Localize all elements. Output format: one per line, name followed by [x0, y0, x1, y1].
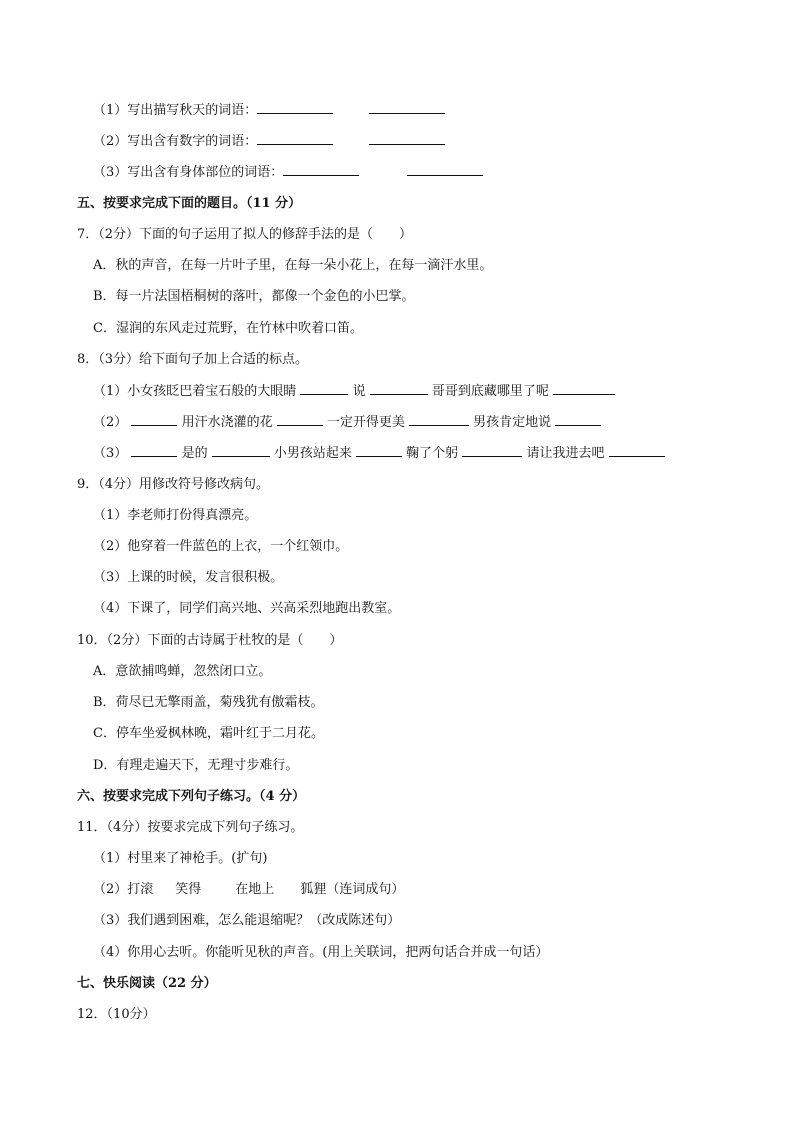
answer-blank[interactable]: [131, 444, 177, 457]
q8-row-2-text: （2）: [93, 415, 128, 430]
q7-option-c[interactable]: C．湿润的东风走过荒野，在竹林中吹着口笛。: [93, 321, 363, 336]
q8-row-1-text: （1）小女孩眨巴着宝石般的大眼睛: [93, 384, 297, 399]
q10-option-c[interactable]: C．停车坐爱枫林晚，霜叶红于二月花。: [93, 726, 324, 741]
answer-blank[interactable]: [257, 101, 333, 114]
q8-row-1: [93, 382, 615, 401]
q7-option-b[interactable]: B．每一片法国梧桐树的落叶，都像一个金色的小巴掌。: [93, 289, 415, 304]
q8-row-3-text: 请让我进去吧: [526, 446, 605, 461]
q8-row-2-text: 男孩肯定地说: [473, 415, 552, 430]
q10-option-d[interactable]: D．有理走遍天下，无理寸步难行。: [93, 758, 299, 773]
answer-blank[interactable]: [131, 413, 177, 426]
answer-blank[interactable]: [462, 444, 522, 457]
q9-sentence-4: （4）下课了，同学们高兴地、兴高采烈地跑出教室。: [93, 601, 401, 616]
word-task-number: [93, 132, 445, 151]
q8-row-2-text: 用汗水浇灌的花: [181, 415, 273, 430]
q9-sentence-1: （1）李老师打份得真漂亮。: [93, 508, 258, 523]
q11-sentence-3: （3）我们遇到困难，怎么能退缩呢？（改成陈述句）: [93, 913, 401, 928]
q8-row-2: [93, 413, 601, 432]
answer-blank[interactable]: [300, 382, 348, 395]
q8-row-2-text: 一定开得更美: [326, 415, 405, 430]
q12-stem: 12．（10分）: [77, 1007, 156, 1022]
q11-word: （2）打滚: [93, 882, 154, 897]
q8-row-1-text: 说: [352, 384, 366, 399]
q8-stem: 8．（3分）给下面句子加上合适的标点。: [77, 352, 309, 367]
q9-sentence-3: （3）上课的时候，发言很积极。: [93, 570, 284, 585]
q11-sentence-4: （4）你用心去听。你能听见秋的声音。(用上关联词，把两句话合并成一句话）: [93, 945, 549, 960]
word-task-autumn: [93, 101, 445, 120]
word-task-autumn-label: （1）写出描写秋天的词语：: [93, 103, 258, 118]
answer-blank[interactable]: [555, 413, 601, 426]
answer-blank[interactable]: [369, 132, 445, 145]
answer-blank[interactable]: [369, 101, 445, 114]
q8-row-1-text: 哥哥到底藏哪里了呢: [431, 384, 549, 399]
answer-blank[interactable]: [257, 132, 333, 145]
q8-row-3-text: 小男孩站起来: [273, 446, 352, 461]
answer-blank[interactable]: [277, 413, 323, 426]
q11-word: 在地上: [235, 882, 275, 897]
q9-stem: 9．（4分）用修改符号修改病句。: [77, 477, 270, 492]
q8-row-3-text: 是的: [181, 446, 208, 461]
q9-sentence-2: （2）他穿着一件蓝色的上衣，一个红领巾。: [93, 539, 349, 554]
section-5-title: 五、按要求完成下面的题目。（11 分）: [77, 196, 302, 211]
q10-option-b[interactable]: B．荷尽已无擎雨盖，菊残犹有傲霜枝。: [93, 695, 324, 710]
q8-row-3-text: 鞠了个躬: [406, 446, 459, 461]
q11-stem: 11．（4分）按要求完成下列句子练习。: [77, 820, 304, 835]
section-6-title: 六、按要求完成下列句子练习。（4 分）: [77, 789, 306, 804]
answer-blank[interactable]: [609, 444, 665, 457]
q8-row-3-text: （3）: [93, 446, 128, 461]
answer-blank[interactable]: [370, 382, 428, 395]
q7-stem: 7．（2分）下面的句子运用了拟人的修辞手法的是（ ）: [77, 227, 413, 242]
q8-row-3: [93, 444, 665, 463]
q11-word: 笑得: [175, 882, 202, 897]
answer-blank[interactable]: [212, 444, 270, 457]
answer-blank[interactable]: [407, 163, 483, 176]
q11-sentence-1: （1）村里来了神枪手。(扩句): [93, 851, 268, 866]
q10-stem: 10．（2分）下面的古诗属于杜牧的是（ ）: [77, 633, 343, 648]
q11-word: 狐狸（连词成句）: [300, 882, 405, 897]
word-task-body: [93, 163, 483, 182]
answer-blank[interactable]: [409, 413, 469, 426]
q10-option-a[interactable]: A．意欲捕鸣蝉，忽然闭口立。: [93, 664, 272, 679]
answer-blank[interactable]: [553, 382, 615, 395]
q11-sentence-2: [93, 881, 404, 899]
section-7-title: 七、快乐阅读（22 分）: [77, 976, 217, 991]
q7-option-a[interactable]: A．秋的声音，在每一片叶子里，在每一朵小花上，在每一滴汗水里。: [93, 258, 493, 273]
word-task-body-label: （3）写出含有身体部位的词语：: [93, 165, 284, 180]
answer-blank[interactable]: [283, 163, 359, 176]
answer-blank[interactable]: [356, 444, 402, 457]
word-task-number-label: （2）写出含有数字的词语：: [93, 134, 258, 149]
